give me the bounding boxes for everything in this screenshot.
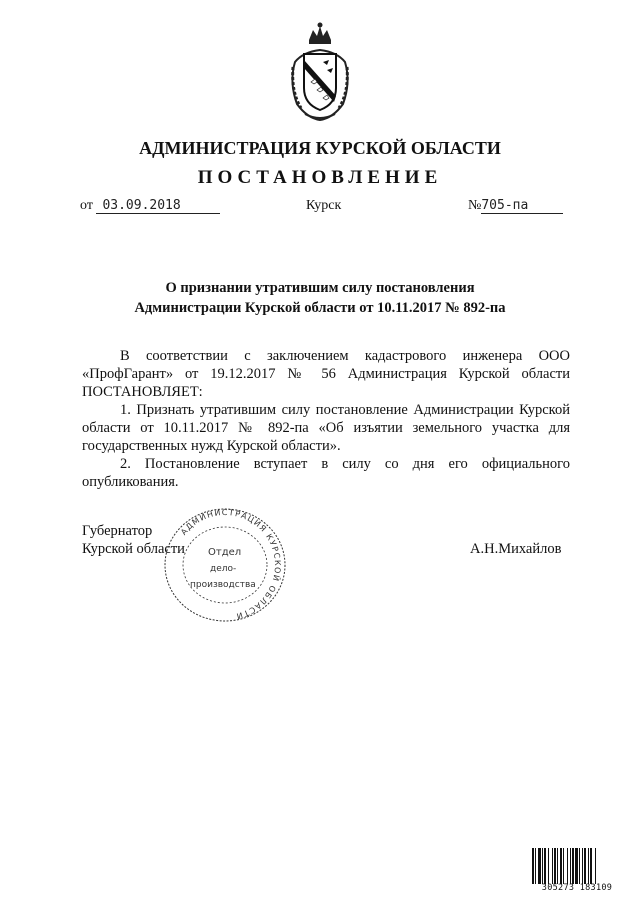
stamp-line-2: дело- (210, 564, 237, 574)
subject-line-2: Администрации Курской области от 10.11.2017 № 892-па (134, 300, 506, 316)
office-stamp (160, 505, 290, 625)
stamp-line-1: Отдел (208, 547, 242, 558)
date-value: 03.09.2018 (96, 198, 220, 214)
number-prefix: № (468, 198, 482, 213)
body-item-1: 1. Признать утратившим силу постановление Администрации Курской области от 10.11.2017 № 892-па «Об изъятии земельного участка для государственных нужд Курской области». (82, 402, 570, 454)
barcode-number: 305273 183109 (541, 883, 613, 893)
stamp-line-3: производства (190, 580, 256, 590)
position-line-1: Губернатор (82, 523, 153, 539)
number-value: 705-па (481, 198, 563, 214)
signatory-name: А.Н.Михайлов (470, 541, 562, 557)
document-type-title: ПОСТАНОВЛЕНИЕ (197, 167, 443, 188)
stamp-ring-text: АДМИНИСТРАЦИЯ КУРСКОЙ ОБЛАСТИ (179, 507, 283, 621)
body-item-2: 2. Постановление вступает в силу со дня его официального опубликования. (82, 456, 570, 490)
document-subject (0, 278, 640, 318)
date-prefix: от (80, 198, 93, 213)
subject-line-1: О признании утратившим силу постановления (165, 280, 475, 296)
position-line-2: Курской области (82, 541, 185, 557)
city-label: Курск (306, 198, 342, 213)
authority-title: АДМИНИСТРАЦИЯ КУРСКОЙ ОБЛАСТИ (139, 138, 501, 158)
barcode (531, 848, 621, 884)
coat-of-arms-icon (287, 22, 353, 122)
document-body (82, 347, 570, 491)
date-field (80, 198, 220, 214)
body-intro: В соответствии с заключением кадастрового инженера ООО «ПрофГарант» от 19.12.2017 № 56 Администрация Курской области ПОСТАНОВЛЯЕТ: (82, 348, 570, 400)
number-field (468, 198, 563, 214)
